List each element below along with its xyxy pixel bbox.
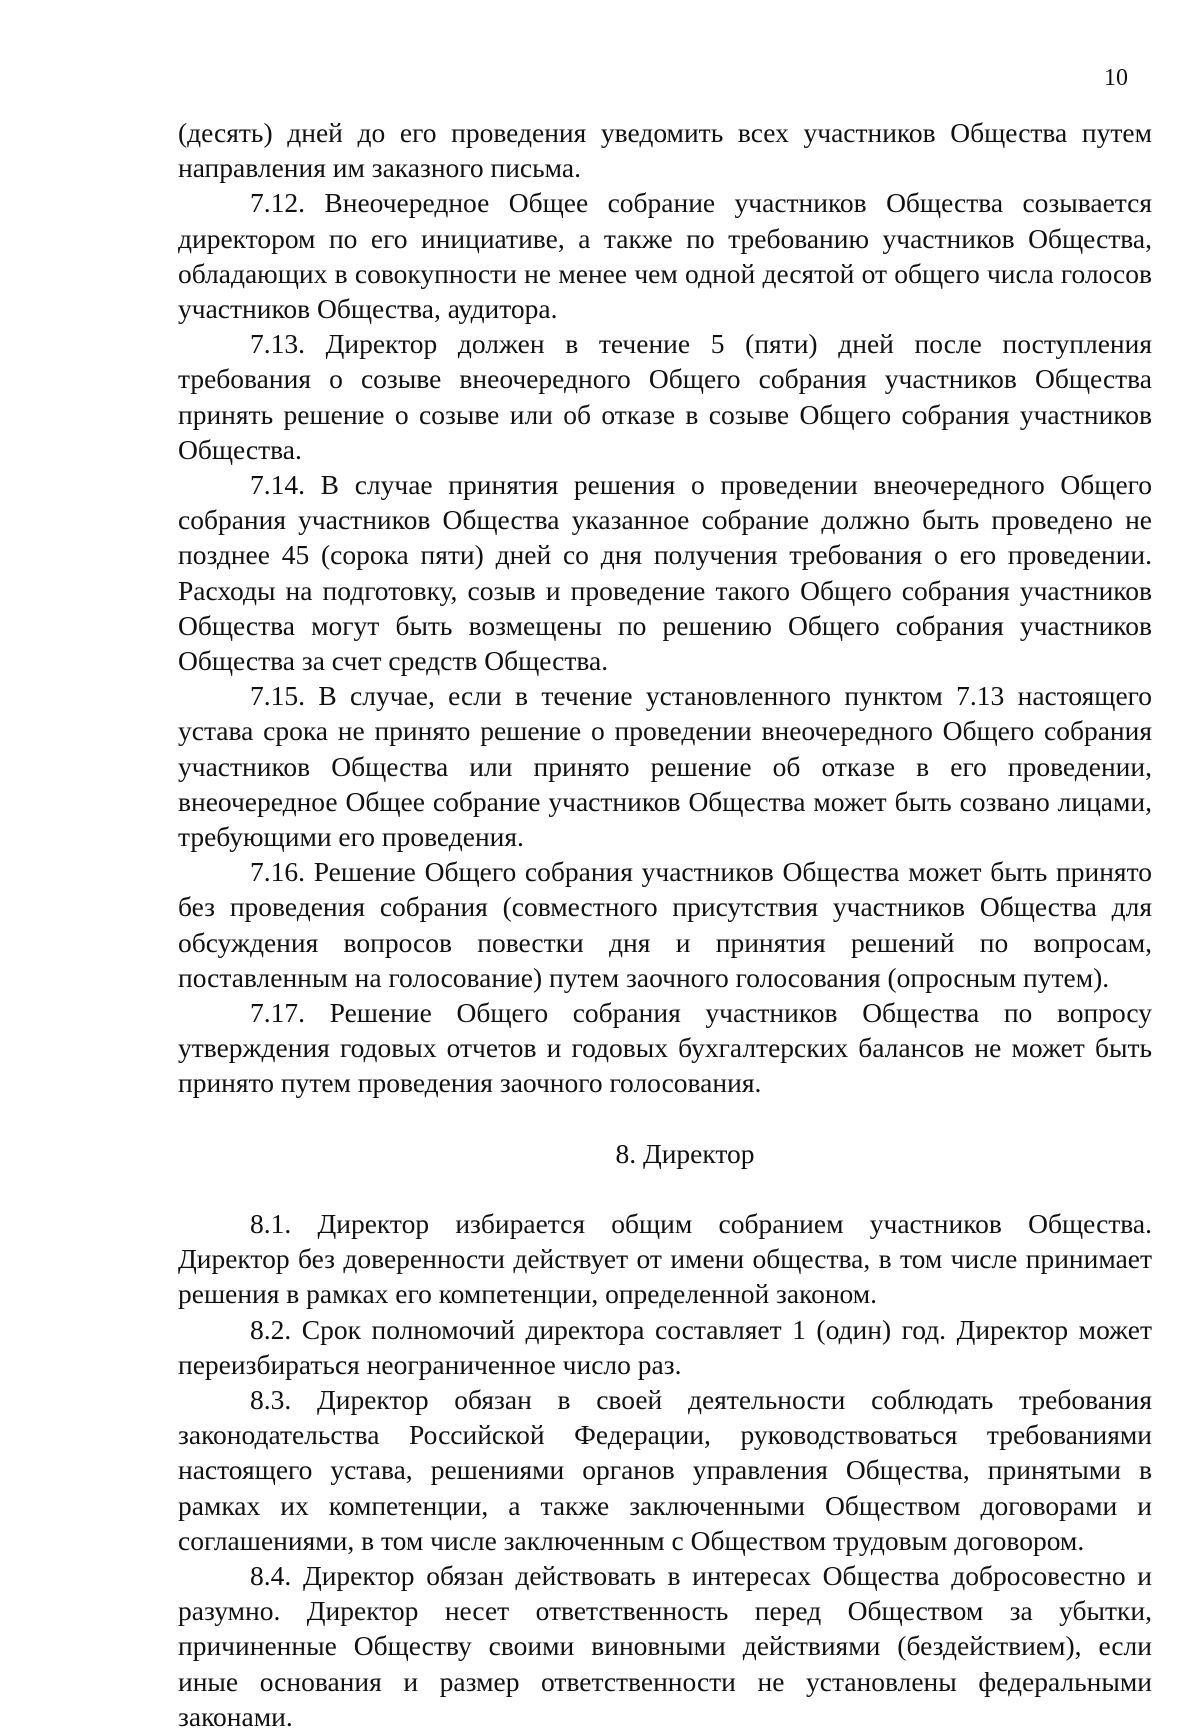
document-body xyxy=(178,115,1152,1734)
paragraph-7-12: 7.12. Внеочередное Общее собрание участников Общества созывается директором по его инициативе, а также по требованию участников Общества, обладающих в совокупности не менее чем одной десятой от общего числа голосов участников Общества, аудитора. xyxy=(178,187,1152,325)
paragraph-7-16: 7.16. Решение Общего собрания участников Общества может быть принято без проведения собрания (совместного присутствия участников Общества для обсуждения вопросов повестки дня и принятия решений по вопросам, поставленным на голосование) путем заочного голосования (опросным путем). xyxy=(178,856,1152,993)
paragraph-8-3: 8.3. Директор обязан в своей деятельности соблюдать требования законодательства Российской Федерации, руководствоваться требованиями настоящего устава, решениями органов управления Общества, принятыми в рамках их компетенции, а также заключенными Обществом договорами и соглашениями, в том числе заключенным с Обществом трудовым договором. xyxy=(178,1383,1152,1556)
paragraph-7-13: 7.13. Директор должен в течение 5 (пяти) дней после поступления требования о созыве внеочередного Общего собрания участников Общества принять решение о созыве или об отказе в созыве Общего собрания участников Общества. xyxy=(178,328,1152,465)
paragraph-8-2: 8.2. Срок полномочий директора составляет 1 (один) год. Директор может переизбираться неограниченное число раз. xyxy=(178,1313,1152,1380)
paragraph-7-17: 7.17. Решение Общего собрания участников Общества по вопросу утверждения годовых отчетов и годовых бухгалтерских балансов не может быть принято путем проведения заочного голосования. xyxy=(178,997,1152,1099)
paragraph-8-4: 8.4. Директор обязан действовать в интересах Общества добросовестно и разумно. Директор несет ответственность перед Обществом за убытки, причиненные Обществу своими виновными действиями (бездействием), если иные основания и размер ответственности не установлены федеральными законами. xyxy=(178,1559,1152,1732)
paragraph-8-1: 8.1. Директор избирается общим собранием участников Общества. Директор без доверенности действует от имени общества, в том числе принимает решения в рамках его компетенции, определенной законом. xyxy=(178,1207,1152,1310)
paragraph-7-15: 7.15. В случае, если в течение установленного пунктом 7.13 настоящего устава срока не принято решение о проведении внеочередного Общего собрания участников Общества или принято решение об отказе в его проведении, внеочередное Общее собрание участников Общества может быть созвано лицами, требующими его проведения. xyxy=(178,680,1152,853)
section-heading: 8. Директор xyxy=(615,1137,755,1169)
paragraph-7-14: 7.14. В случае принятия решения о проведении внеочередного Общего собрания участников Общества указанное собрание должно быть проведено не позднее 45 (сорока пяти) дней со дня получения требования о его проведении. Расходы на подготовку, созыв и проведение такого Общего собрания участников Общества могут быть возмещены по решению Общего собрания участников Общества за счет средств Общества. xyxy=(178,469,1152,677)
page-number: 10 xyxy=(1104,65,1128,91)
paragraph-continuation: (десять) дней до его проведения уведомить всех участников Общества путем направления им заказного письма. xyxy=(178,117,1152,184)
